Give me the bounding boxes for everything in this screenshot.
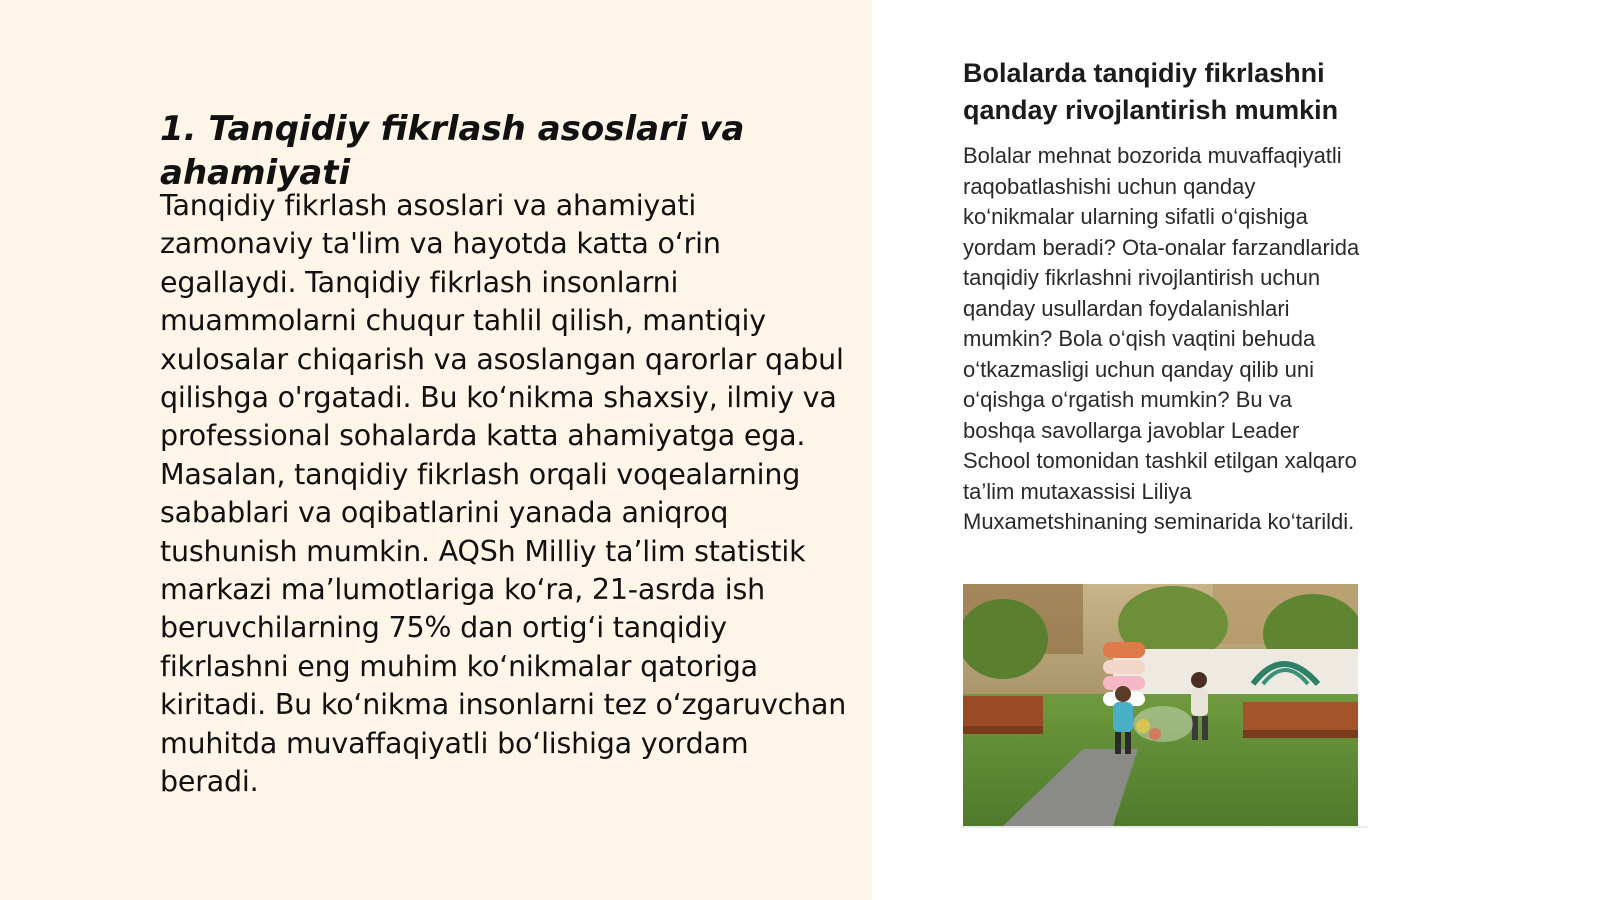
playground-photo-illustration [963, 584, 1358, 826]
slide-body-text: Tanqidiy fikrlash asoslari va ahamiyati zamonaviy ta'lim va hayotda katta o‘rin egallaydi. Tanqidiy fikrlash insonlarni muammolarni chuqur tahlil qilish, mantiqiy xulosalar chiqarish va asoslangan qarorlar qabul qilishga o'rgatadi. Bu ko‘nikma shaxsiy, ilmiy va professional sohalarda katta ahamiyatga ega. Masalan, tanqidiy fikrlash orqali voqealarning sabablari va oqibatlarini yanada aniqroq tushunish mumkin. AQSh Milliy ta’lim statistik markazi ma’lumotlariga ko‘ra, 21-asrda ish beruvchilarning 75% dan ortig‘i tanqidiy fikrlashni eng muhim ko‘nikmalar qatoriga kiritadi. Bu ko‘nikma insonlarni tez o‘zgaruvchan muhitda muvaffaqiyatli bo‘lishiga yordam beradi. [160, 189, 847, 799]
article-text: Bolalar mehnat bozorida muvaffaqiyatli raqobatlashishi uchun qanday ko‘nikmalar ularning sifatli o‘qishiga yordam beradi? Ota-onalar farzandlarida tanqidiy fikrlashni rivojlantirish uchun qanday usullardan foydalanishlari mumkin? Bola o‘qish vaqtini behuda o‘tkazmasligi uchun qanday qilib uni o‘qishga o‘rgatish mumkin? Bu va boshqa savollarga javoblar Leader School tomonidan tashkil etilgan xalqaro ta’lim mutaxassisi Liliya Muxametshinaning seminarida ko‘tarildi. [963, 143, 1360, 534]
slide-heading: 1. Tanqidiy fikrlash asoslari va ahamiyati [160, 109, 745, 193]
left-content [160, 107, 850, 799]
article-title: Bolalarda tanqidiy fikrlashni qanday rivojlantirish mumkin [963, 58, 1339, 125]
article-clipping [963, 55, 1373, 538]
article-photo [963, 584, 1358, 826]
photo-divider [963, 826, 1368, 828]
